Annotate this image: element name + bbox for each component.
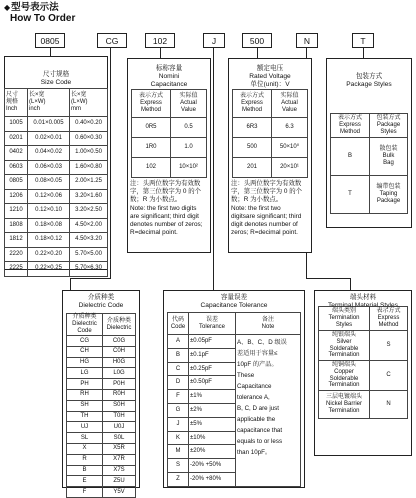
size-row-cell: 5.70×6.30 — [70, 262, 108, 277]
tol-row-cell: D — [168, 376, 189, 390]
pkg-row — [331, 176, 408, 214]
volt-row-cell: 6R3 — [233, 118, 272, 138]
size-row — [5, 247, 108, 262]
title-cn: 型号表示法 — [11, 2, 59, 13]
diel-row-cell: H0G — [103, 357, 136, 368]
diel-row — [67, 465, 136, 476]
tol-row-cell: ±0.50pF — [189, 376, 236, 390]
diel-row — [67, 476, 136, 487]
code-voltage: 500 — [242, 33, 272, 48]
tol-row-cell: Z — [168, 472, 189, 486]
size-row — [5, 117, 108, 132]
tolerance-table — [167, 312, 301, 487]
note-line: 数；R 为小数点。 — [231, 196, 283, 204]
pkg-col-style: 包装方式 Package Styles — [370, 114, 408, 138]
diel-row — [67, 336, 136, 347]
tol-row-cell: ±0.05pF — [189, 335, 236, 349]
note-line: Note: the first two digits — [130, 204, 197, 212]
term-row — [319, 391, 408, 419]
diel-row — [67, 422, 136, 433]
cap-row-cell: 0.5 — [171, 118, 207, 138]
code-package: T — [352, 33, 374, 48]
tolerance-note-line: B, C, D are just — [237, 405, 279, 412]
pkg-row-cell: T — [331, 176, 370, 214]
term-row-cell: C — [370, 361, 408, 391]
term-title-en: Terminal Material Styles — [328, 302, 398, 309]
capacitance-note — [130, 180, 210, 237]
connector — [257, 48, 258, 58]
volt-row-cell: 6.3 — [272, 118, 308, 138]
size-row — [5, 189, 108, 204]
cap-row-cell: 102 — [132, 158, 171, 178]
size-col-lw-mm: 长×宽 (L×W) mm — [70, 89, 108, 117]
tol-row-cell: G — [168, 403, 189, 417]
tolerance-note-line: 10pF 的产品。 — [237, 361, 278, 368]
diel-row-cell: B — [67, 465, 103, 476]
package-table — [330, 113, 408, 214]
cap-row — [132, 118, 207, 138]
volt-title-cn: 额定电压 — [256, 65, 284, 72]
volt-row-cell: 201 — [233, 158, 272, 178]
cap-row — [132, 138, 207, 158]
cap-row-cell: 1R0 — [132, 138, 171, 158]
termination-table — [318, 306, 408, 419]
size-row-cell: 0603 — [5, 160, 28, 175]
tolerance-note-line: Capacitance — [237, 383, 272, 390]
diel-row — [67, 346, 136, 357]
diel-row — [67, 368, 136, 379]
term-row-cell: 三层电镀端头 Nickel Barrier Termination — [319, 391, 370, 419]
size-row-cell: 4.50×3.20 — [70, 233, 108, 248]
size-row-cell: 4.50×2.00 — [70, 218, 108, 233]
term-row — [319, 331, 408, 361]
diel-row-cell: CG — [67, 336, 103, 347]
code-tolerance: J — [203, 33, 225, 48]
tol-col-code: 代码 Code — [168, 313, 189, 335]
diel-row-cell: S0H — [103, 400, 136, 411]
cap-col-value: 实际值 Actual Value — [171, 90, 207, 118]
diel-row-cell: HG — [67, 357, 103, 368]
connector — [50, 48, 51, 56]
tol-row-cell: K — [168, 431, 189, 445]
connector — [363, 48, 364, 58]
pkg-title-cn: 包装方式 — [355, 73, 383, 80]
size-row-cell: 1812 — [5, 233, 28, 248]
tolerance-note-line: than 10pF。 — [237, 449, 272, 456]
diel-row-cell: LG — [67, 368, 103, 379]
tol-row-cell: ±0.25pF — [189, 362, 236, 376]
pkg-row-cell: B — [331, 138, 370, 176]
size-row-cell: 2.00×1.25 — [70, 175, 108, 190]
diel-row-cell: PH — [67, 379, 103, 390]
diel-title-cn: 介质种类 — [87, 294, 115, 301]
tol-row-cell: ±5% — [189, 417, 236, 431]
connector — [306, 278, 351, 279]
diel-row-cell: Y5V — [103, 487, 136, 498]
volt-row-cell: 500 — [233, 138, 272, 158]
diel-title-en: Dielectric Code — [78, 302, 124, 309]
diel-row-cell: SH — [67, 400, 103, 411]
note-line: denotes number of zeros; — [130, 221, 203, 229]
volt-row — [233, 118, 308, 138]
term-title-cn: 端头材料 — [349, 294, 377, 301]
dielectric-table — [66, 313, 136, 498]
size-row-cell: 1.00×0.50 — [70, 146, 108, 161]
diel-row-cell: X7S — [103, 465, 136, 476]
diel-col-code: 介质种类 Dielectric Code — [67, 314, 103, 336]
diel-row — [67, 379, 136, 390]
tol-col-note: 备注 Note — [236, 313, 301, 335]
size-title-cn: 尺寸规格 — [42, 71, 70, 78]
diel-row-cell: X5R — [103, 443, 136, 454]
voltage-note — [231, 180, 311, 237]
size-row-cell: 1206 — [5, 189, 28, 204]
tol-title-cn: 容量误差 — [220, 294, 248, 301]
tol-row-cell: S — [168, 459, 189, 473]
tol-row-cell: F — [168, 390, 189, 404]
diel-row — [67, 487, 136, 498]
size-row — [5, 262, 108, 277]
diel-row-cell: TH — [67, 411, 103, 422]
term-row-cell: N — [370, 391, 408, 419]
size-row-cell: 0402 — [5, 146, 28, 161]
size-row — [5, 218, 108, 233]
diel-row — [67, 443, 136, 454]
cap-row — [132, 158, 207, 178]
cap-title-cn: 标称容量 — [155, 65, 183, 72]
tolerance-note-line: capacitance that — [237, 427, 283, 434]
diel-row — [67, 389, 136, 400]
tolerance-note-line: 差适用于容量≤ — [237, 350, 278, 357]
volt-col-value: 实际值 Actual Value — [272, 90, 308, 118]
size-row-cell: 0.01×0.005 — [28, 117, 70, 132]
diel-row-cell: T0H — [103, 411, 136, 422]
code-size: 0805 — [35, 33, 65, 48]
diel-row-cell: F — [67, 487, 103, 498]
size-row-cell: 0.18×0.12 — [28, 233, 70, 248]
pkg-col-method: 表示方式 Express Method — [331, 114, 370, 138]
code-capacitance: 102 — [145, 33, 175, 48]
pkg-row — [331, 138, 408, 176]
size-row-cell: 0.40×0.20 — [70, 117, 108, 132]
size-row — [5, 204, 108, 219]
diel-row-cell: SL — [67, 433, 103, 444]
size-row-cell: 0.04×0.02 — [28, 146, 70, 161]
note-line: zeros; R=decimal point. — [231, 229, 298, 237]
size-row — [5, 160, 108, 175]
cap-col-method: 表示方式 Express Method — [132, 90, 171, 118]
note-line: R=decimal point. — [130, 229, 178, 237]
size-row-cell: 0.22×0.20 — [28, 247, 70, 262]
tol-row-cell: ±0.1pF — [189, 348, 236, 362]
note-line: 注：头两位数字为有效数 — [231, 180, 302, 187]
size-row-cell: 0.12×0.10 — [28, 204, 70, 219]
tol-row-cell: J — [168, 417, 189, 431]
size-row-cell: 5.70×5.00 — [70, 247, 108, 262]
diel-row-cell: Z5U — [103, 476, 136, 487]
size-row-cell: 0.06×0.03 — [28, 160, 70, 175]
connector — [350, 278, 351, 290]
size-row-cell: 0805 — [5, 175, 28, 190]
size-row-cell: 3.20×1.60 — [70, 189, 108, 204]
code-termination: N — [296, 33, 318, 48]
size-row — [5, 175, 108, 190]
cap-title-en1: Nomini — [158, 73, 180, 80]
tolerance-note-line: These — [237, 372, 255, 379]
tol-row-cell: A — [168, 335, 189, 349]
tolerance-note-line: applicable the — [237, 416, 276, 423]
cap-row-cell: 0R5 — [132, 118, 171, 138]
tol-row-cell: ±20% — [189, 445, 236, 459]
diel-row-cell: X7R — [103, 454, 136, 465]
diel-row-cell: RH — [67, 389, 103, 400]
tolerance-note-line: equals to or less — [237, 438, 283, 445]
connector — [213, 48, 214, 278]
size-row-cell: 0.12×0.06 — [28, 189, 70, 204]
note-line: Note: the first two — [231, 204, 281, 212]
size-row-cell: 0.02×0.01 — [28, 131, 70, 146]
volt-row-cell: 20×10¹ — [272, 158, 308, 178]
tolerance-note — [236, 335, 301, 487]
capacitance-table — [131, 89, 207, 178]
diel-row — [67, 454, 136, 465]
pkg-row-cell: 散包装 Bulk Bag — [370, 138, 408, 176]
diel-row — [67, 433, 136, 444]
volt-col-method: 表示方式 Express Method — [233, 90, 272, 118]
size-row-cell: 1.60×0.80 — [70, 160, 108, 175]
connector — [70, 278, 111, 279]
size-row-cell: 0.60×0.30 — [70, 131, 108, 146]
note-line: 字，第三位数字为 0 的个 — [130, 188, 202, 196]
tol-row-cell: M — [168, 445, 189, 459]
diel-row-cell: CH — [67, 346, 103, 357]
diel-row-cell: U0J — [103, 422, 136, 433]
connector — [110, 48, 111, 278]
volt-unit: 单位(unit)：V — [250, 81, 290, 88]
volt-row — [233, 138, 308, 158]
code-dielectric: CG — [97, 33, 127, 48]
tol-col-tolerance: 误差 Tolerance — [189, 313, 236, 335]
size-title-en: Size Code — [40, 79, 72, 86]
tol-row-cell: -20% +50% — [189, 459, 236, 473]
diel-row-cell: L0G — [103, 368, 136, 379]
tol-row-cell: B — [168, 348, 189, 362]
tol-row — [168, 335, 301, 349]
size-row-cell: 1210 — [5, 204, 28, 219]
title-en: How To Order — [10, 13, 76, 24]
voltage-table — [232, 89, 308, 178]
term-row — [319, 361, 408, 391]
note-line: digit denotes number of — [231, 221, 298, 229]
size-row-cell: 3.20×2.50 — [70, 204, 108, 219]
cap-row-cell: 10×10² — [171, 158, 207, 178]
size-row-cell: 1808 — [5, 218, 28, 233]
diamond-bullet-icon: ◆ — [4, 3, 11, 12]
diel-row-cell: R0H — [103, 389, 136, 400]
size-row-cell: 2225 — [5, 262, 28, 277]
size-row — [5, 233, 108, 248]
diel-row-cell: C0G — [103, 336, 136, 347]
diel-row — [67, 411, 136, 422]
tol-title-en: Capacitance Tolerance — [200, 302, 268, 309]
size-row-cell: 0.18×0.08 — [28, 218, 70, 233]
diel-row-cell: X — [67, 443, 103, 454]
size-row-cell: 0.08×0.05 — [28, 175, 70, 190]
size-row-cell: 0.22×0.25 — [28, 262, 70, 277]
term-row-cell: 纯铜端头 Copper Solderable Termination — [319, 361, 370, 391]
note-line: 字，第三位数字为 0 的个 — [231, 188, 303, 196]
size-col-inch: 尺寸 规格 Inch — [5, 89, 28, 117]
volt-row-cell: 50×10⁰ — [272, 138, 308, 158]
pkg-title-en: Package Styles — [346, 81, 392, 88]
tol-row-cell: ±10% — [189, 431, 236, 445]
volt-row — [233, 158, 308, 178]
connector — [160, 48, 161, 58]
cap-row-cell: 1.0 — [171, 138, 207, 158]
diel-row-cell: R — [67, 454, 103, 465]
volt-title-en: Rated Voltage — [249, 73, 291, 80]
tol-row-cell: ±2% — [189, 403, 236, 417]
size-row-cell: 1005 — [5, 117, 28, 132]
note-line: 数；R 为小数点。 — [130, 196, 182, 204]
tol-row-cell: C — [168, 362, 189, 376]
size-col-lw-inch: 长×宽 (L×W) inch — [28, 89, 70, 117]
size-row-cell: 2220 — [5, 247, 28, 262]
term-col-style: 端头类别 Termination Styles — [319, 307, 370, 331]
connector — [70, 278, 71, 290]
tolerance-note-line: A、B、C、D 级误 — [237, 339, 287, 346]
diel-row-cell: S0L — [103, 433, 136, 444]
page-header — [4, 2, 75, 24]
size-row — [5, 146, 108, 161]
diel-row — [67, 357, 136, 368]
note-line: 注：头两位数字为有效数 — [130, 180, 201, 187]
tolerance-note-line: tolerance A, — [237, 394, 270, 401]
size-row — [5, 131, 108, 146]
term-row-cell: 纯银端头 Silver Solderable Termination — [319, 331, 370, 361]
diel-row-cell: UJ — [67, 422, 103, 433]
term-row-cell: S — [370, 331, 408, 361]
size-table — [4, 88, 108, 277]
cap-title-en2: Capacitance — [150, 81, 188, 88]
diel-row-cell: P0H — [103, 379, 136, 390]
note-line: digitsare significant; third — [231, 212, 302, 220]
diel-row-cell: E — [67, 476, 103, 487]
pkg-row-cell: 编带包装 Taping Package — [370, 176, 408, 214]
tol-row-cell: -20% +80% — [189, 472, 236, 486]
diel-row-cell: C0H — [103, 346, 136, 357]
size-row-cell: 0201 — [5, 131, 28, 146]
diel-row — [67, 400, 136, 411]
diel-col-dielectric: 介质种类 Dielectric — [103, 314, 136, 336]
term-col-method: 表示方式 Express Method — [370, 307, 408, 331]
connector — [213, 278, 214, 290]
note-line: are significant; third digit — [130, 212, 199, 220]
tol-row-cell: ±1% — [189, 390, 236, 404]
